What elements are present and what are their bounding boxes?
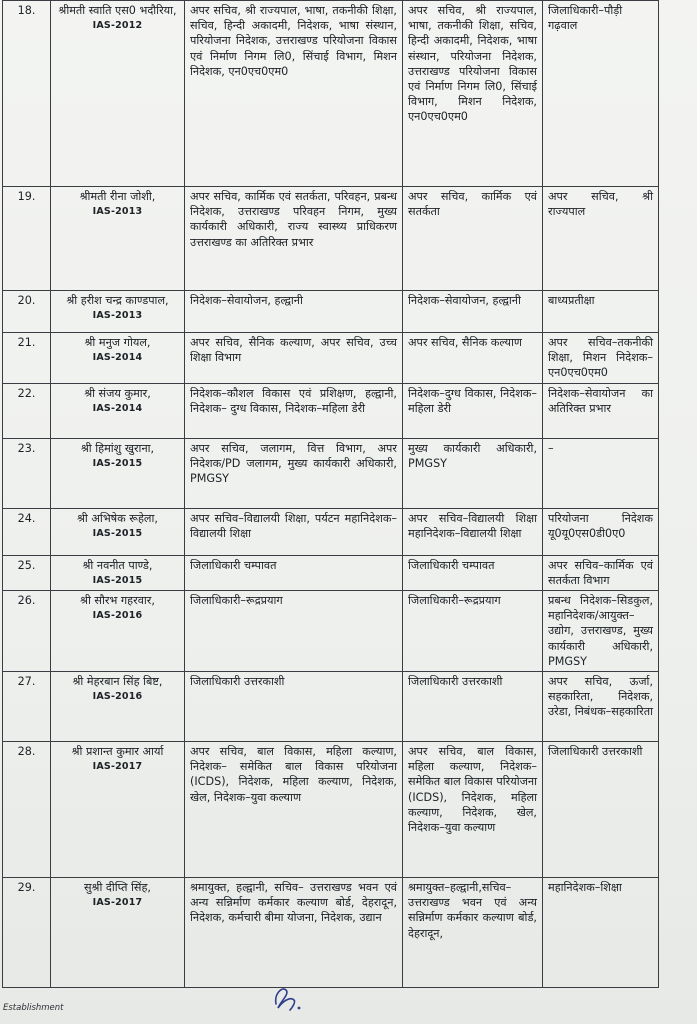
serial-number-cell: 26. (3, 591, 51, 672)
serial-number-cell: 23. (3, 438, 51, 508)
serial-number-cell: 27. (3, 672, 51, 742)
service-batch: IAS-2012 (92, 20, 143, 32)
serial-number-cell: 28. (3, 742, 51, 878)
officer-name-cell (51, 333, 185, 384)
remarks-cell: परियोजना निदेशक यू0यू0एस0डी0ए0 (543, 508, 659, 555)
officer-name: श्री हरीश चन्द्र काण्डपाल, (66, 294, 169, 307)
table-row (3, 878, 659, 988)
remarks-cell: अपर सचिव–तकनीकी शिक्षा, मिशन निदेशक–एन0एच0एम0 (543, 333, 659, 384)
officer-name-cell (51, 383, 185, 438)
remarks-cell: जिलाधिकारी–पौड़ी गढ़वाल (543, 1, 659, 187)
serial-number-cell: 29. (3, 878, 51, 988)
remarks-cell: प्रबन्ध निदेशक–सिडकुल, महानिदेशक/आयुक्त–उद्योग, उत्तराखण्ड, मुख्य कार्यकारी अधिकारी, PMGSY (543, 591, 659, 672)
officer-name: श्री मनुज गोयल, (84, 336, 151, 349)
current-posting-cell: जिलाधिकारी–रूद्रप्रयाग (185, 591, 403, 672)
current-posting-cell: अपर सचिव, जलागम, वित्त विभाग, अपर निदेशक/PD जलागम, मुख्य कार्यकारी अधिकारी, PMGSY (185, 438, 403, 508)
new-posting-cell: मुख्य कार्यकारी अधिकारी, PMGSY (403, 438, 543, 508)
new-posting-cell: निदेशक–सेवायोजन, हल्द्वानी (403, 291, 543, 333)
current-posting-cell: जिलाधिकारी उत्तरकाशी (185, 672, 403, 742)
new-posting-cell: अपर सचिव, कार्मिक एवं सतर्कता (403, 187, 543, 291)
new-posting-cell: अपर सचिव, श्री राज्यपाल, भाषा, तकनीकी शिक्षा, सचिव, हिन्दी अकादमी, निदेशक, भाषा संस्थान, परियोजना निदेशक, उत्तराखण्ड परियोजना विकास एवं निर्माण निगम लि0, सिंचाई विभाग, मिशन निदेशक, एन0एच0एम0 (403, 1, 543, 187)
serial-number-cell: 20. (3, 291, 51, 333)
service-batch: IAS-2016 (92, 691, 143, 703)
serial-number-cell: 22. (3, 383, 51, 438)
current-posting-cell: श्रमायुक्त, हल्द्वानी, सचिव– उत्तराखण्ड भवन एवं अन्य सन्निर्माण कर्मकार कल्याण बोर्ड, देहरादून, निदेशक, कर्मचारी बीमा योजना, निदेशक, उद्यान (185, 878, 403, 988)
officer-name: श्रीमती रीना जोशी, (79, 190, 156, 203)
serial-number-cell: 21. (3, 333, 51, 384)
current-posting-cell: अपर सचिव, सैनिक कल्याण, अपर सचिव, उच्च शिक्षा विभाग (185, 333, 403, 384)
current-posting-cell: अपर सचिव–विद्यालयी शिक्षा, पर्यटन महानिदेशक– विद्यालयी शिक्षा (185, 508, 403, 555)
officer-name-cell (51, 878, 185, 988)
service-batch: IAS-2013 (92, 206, 143, 218)
new-posting-cell: अपर सचिव–विद्यालयी शिक्षा महानिदेशक–विद्यालयी शिक्षा (403, 508, 543, 555)
current-posting-cell: जिलाधिकारी चम्पावत (185, 555, 403, 590)
table-row (3, 591, 659, 672)
officer-transfer-table (2, 0, 659, 988)
remarks-cell: महानिदेशक–शिक्षा (543, 878, 659, 988)
new-posting-cell: जिलाधिकारी–रूद्रप्रयाग (403, 591, 543, 672)
officer-name-cell (51, 508, 185, 555)
remarks-cell: – (543, 438, 659, 508)
table-row (3, 291, 659, 333)
service-batch: IAS-2017 (92, 761, 143, 773)
service-batch: IAS-2017 (92, 897, 143, 909)
current-posting-cell: अपर सचिव, कार्मिक एवं सतर्कता, परिवहन, प्रबन्ध निदेशक, उत्तराखण्ड परिवहन निगम, मुख्य कार्यकारी अधिकारी, राज्य स्वास्थ्य प्राधिकरण उत्तराखण्ड का अतिरिक्त प्रभार (185, 187, 403, 291)
table-row (3, 508, 659, 555)
officer-name: श्री हिमांशु खुराना, (80, 441, 155, 455)
signature-mark (268, 980, 312, 1014)
officer-name: श्री संजय कुमार, (84, 386, 151, 400)
serial-number-cell: 25. (3, 555, 51, 590)
officer-name-cell (51, 672, 185, 742)
new-posting-cell: निदेशक–दुग्ध विकास, निदेशक–महिला डेरी (403, 383, 543, 438)
current-posting-cell: अपर सचिव, श्री राज्यपाल, भाषा, तकनीकी शिक्षा, सचिव, हिन्दी अकादमी, निदेशक, भाषा संस्थान, परियोजना निदेशक, उत्तराखण्ड परियोजना विकास एवं निर्माण निगम लि0, सिंचाई विभाग, मिशन निदेशक, एन0एच0एम0 (185, 1, 403, 187)
remarks-cell: बाध्यप्रतीक्षा (543, 291, 659, 333)
service-batch: IAS-2015 (92, 457, 143, 469)
remarks-cell: निदेशक–सेवायोजन का अतिरिक्त प्रभार (543, 383, 659, 438)
officer-name-cell (51, 291, 185, 333)
current-posting-cell: निदेशक–सेवायोजन, हल्द्वानी (185, 291, 403, 333)
new-posting-cell: अपर सचिव, बाल विकास, महिला कल्याण, निदेशक–समेकित बाल विकास परियोजना (ICDS), निदेशक, महिला कल्याण, निदेशक, खेल, निदेशक–युवा कल्याण (403, 742, 543, 878)
officer-name-cell (51, 187, 185, 291)
new-posting-cell: जिलाधिकारी उत्तरकाशी (403, 672, 543, 742)
serial-number-cell: 24. (3, 508, 51, 555)
service-batch: IAS-2013 (92, 310, 143, 322)
table-row (3, 438, 659, 508)
table-row (3, 1, 659, 187)
remarks-cell: अपर सचिव–कार्मिक एवं सतर्कता विभाग (543, 555, 659, 590)
service-batch: IAS-2014 (92, 352, 143, 364)
table-row (3, 672, 659, 742)
service-batch: IAS-2016 (92, 610, 143, 622)
officer-name: श्री प्रशान्त कुमार आर्या (71, 745, 164, 759)
footer-label: Establishment (3, 1003, 64, 1013)
service-batch: IAS-2014 (92, 402, 143, 414)
remarks-cell: अपर सचिव, श्री राज्यपाल (543, 187, 659, 291)
officer-name-cell (51, 742, 185, 878)
officer-name: श्री नवनीत पाण्डे, (82, 558, 153, 572)
table-row (3, 383, 659, 438)
table-row (3, 555, 659, 590)
officer-name-cell (51, 438, 185, 508)
remarks-cell: अपर सचिव, ऊर्जा, सहकारिता, निदेशक, उरेडा, निबंधक–सहकारिता (543, 672, 659, 742)
current-posting-cell: अपर सचिव, बाल विकास, महिला कल्याण, निदेशक– समेकित बाल विकास परियोजना (ICDS), निदेशक, महिला कल्याण, निदेशक, खेल, निदेशक–युवा कल्याण (185, 742, 403, 878)
officer-name: श्री सौरभ गहरवार, (80, 594, 155, 608)
officer-name: सुश्री दीप्ति सिंह, (83, 881, 151, 895)
new-posting-cell: अपर सचिव, सैनिक कल्याण (403, 333, 543, 384)
service-batch: IAS-2015 (92, 527, 143, 539)
remarks-cell: जिलाधिकारी उत्तरकाशी (543, 742, 659, 878)
table-row (3, 333, 659, 384)
officer-name: श्री अभिषेक रूहेला, (77, 511, 158, 525)
service-batch: IAS-2015 (92, 574, 143, 586)
table-row (3, 187, 659, 291)
current-posting-cell: निदेशक–कौशल विकास एवं प्रशिक्षण, हल्द्वानी, निदेशक– दुग्ध विकास, निदेशक–महिला डेरी (185, 383, 403, 438)
officer-name-cell (51, 555, 185, 590)
officer-name: श्रीमती स्वाति एस0 भदौरिया, (58, 4, 177, 17)
officer-name-cell (51, 1, 185, 187)
table-row (3, 742, 659, 878)
serial-number-cell: 18. (3, 1, 51, 187)
officer-name-cell (51, 591, 185, 672)
officer-name: श्री मेहरबान सिंह बिष्ट, (72, 675, 163, 689)
serial-number-cell: 19. (3, 187, 51, 291)
new-posting-cell: श्रमायुक्त–हल्द्वानी,सचिव– उत्तराखण्ड भवन एवं अन्य सन्निर्माण कर्मकार कल्याण बोर्ड, देहरादून, (403, 878, 543, 988)
new-posting-cell: जिलाधिकारी चम्पावत (403, 555, 543, 590)
